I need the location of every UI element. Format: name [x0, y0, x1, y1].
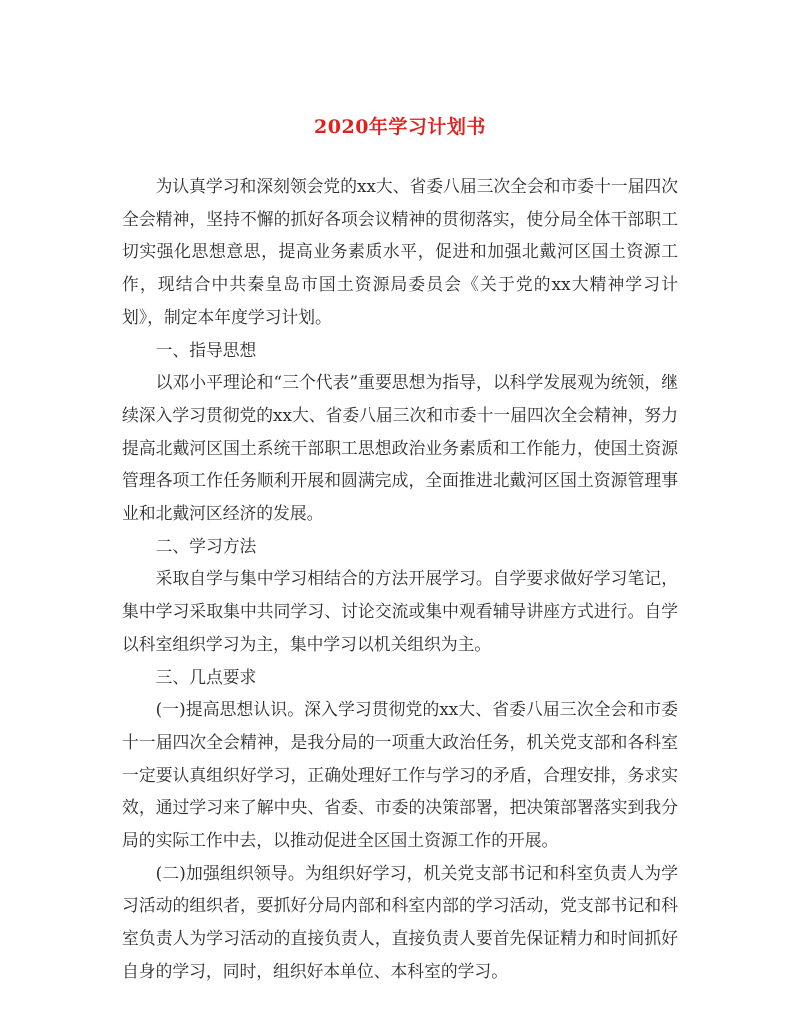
- guiding-thought-paragraph: 以邓小平理论和“三个代表”重要思想为指导，以科学发展观为统领，继续深入学习贯彻党的xx大、省委八届三次和市委十一届四次全会精神，努力提高北戴河区国土系统干部职工思想政治业务素质和工作能力，使国土资源管理各项工作任务顺利开展和圆满完成，全面推进北戴河区国土资源管理事业和北戴河区经济的发展。: [122, 372, 678, 524]
- study-method-paragraph: 采取自学与集中学习相结合的方法开展学习。自学要求做好学习笔记，集中学习采取集中共同学习、讨论交流或集中观看辅导讲座方式进行。自学以科室组织学习为主，集中学习以机关组织为主。: [122, 568, 678, 654]
- intro-paragraph: 为认真学习和深刻领会党的xx大、省委八届三次全会和市委十一届四次全会精神，坚持不懈的抓好各项会议精神的贯彻落实，使分局全体干部职工切实强化思想意思，提高业务素质水平，促进和加强北戴河区国土资源工作，现结合中共秦皇岛市国土资源局委员会《关于党的xx大精神学习计划》，制定本年度学习计划。: [122, 176, 678, 327]
- section-heading-guiding-thought: 一、指导思想: [155, 339, 257, 360]
- document-body: [122, 170, 678, 988]
- requirement-one-paragraph: (一)提高思想认识。深入学习贯彻党的xx大、省委八届三次全会和市委十一届四次全会精神，是我分局的一项重大政治任务，机关党支部和各科室一定要认真组织好学习，正确处理好工作与学习的矛盾，合理安排，务求实效，通过学习来了解中央、省委、市委的决策部署，把决策部署落实到我分局的实际工作中去，以推动促进全区国土资源工作的开展。: [122, 699, 678, 851]
- requirement-two-paragraph: (二)加强组织领导。为组织好学习，机关党支部书记和科室负责人为学习活动的组织者，要抓好分局内部和科室内部的学习活动，党支部书记和科室负责人为学习活动的直接负责人，直接负责人要首先保证精力和时间抓好自身的学习，同时，组织好本单位、本科室的学习。: [122, 862, 678, 981]
- document-title: 2020年学习计划书: [314, 116, 486, 138]
- section-heading-requirements: 三、几点要求: [155, 666, 257, 687]
- section-heading-study-method: 二、学习方法: [155, 535, 257, 556]
